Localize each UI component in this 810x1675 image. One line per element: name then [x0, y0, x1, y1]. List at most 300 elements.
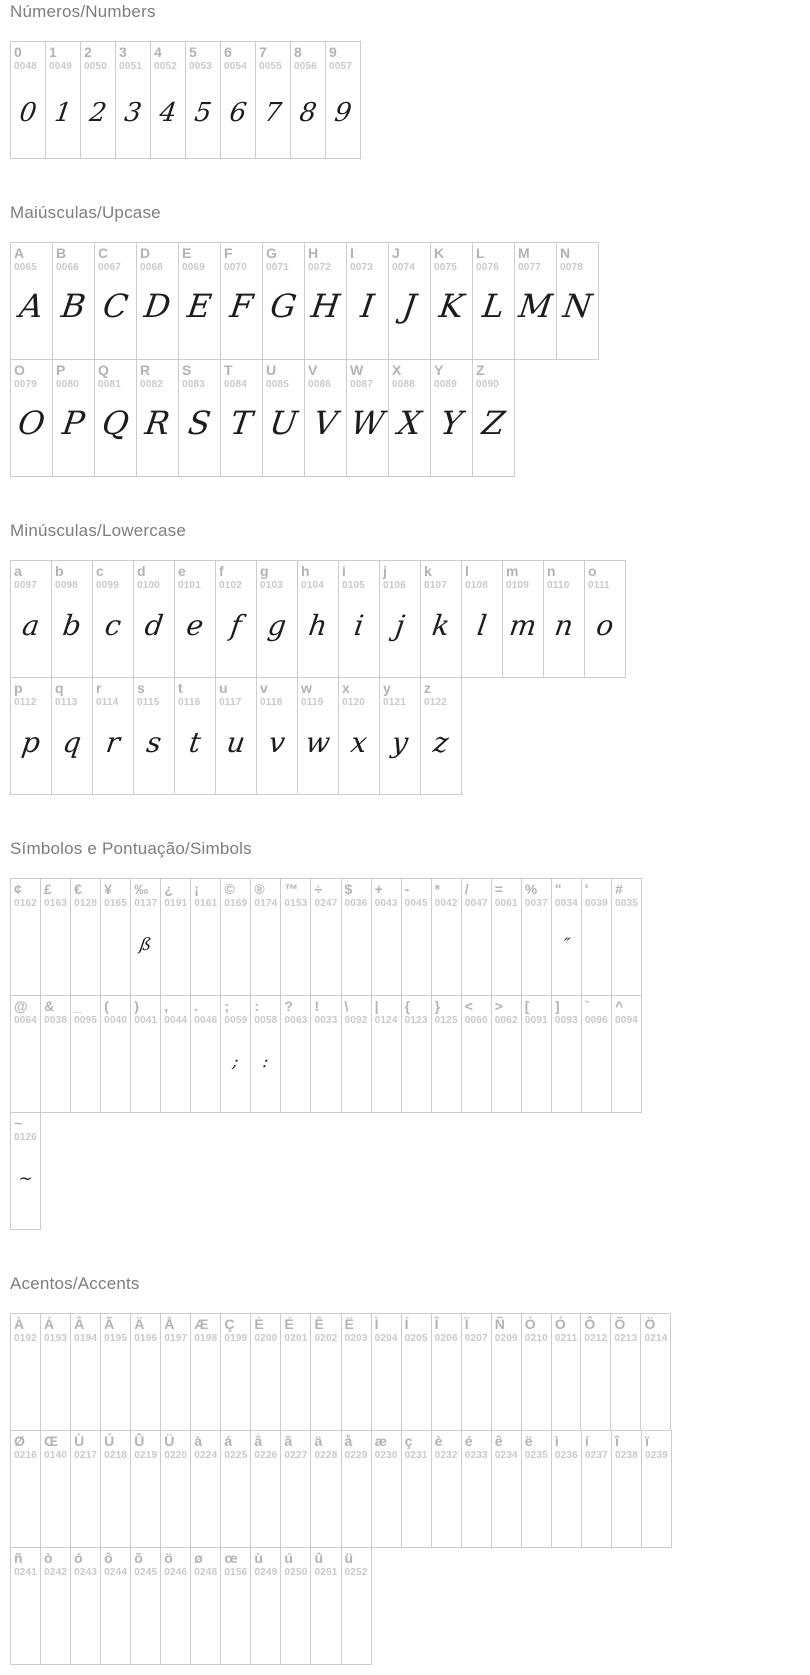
glyph-cell-0214 — [640, 1313, 671, 1431]
char-code: 0194 — [74, 1333, 98, 1344]
char-code: 0083 — [182, 379, 206, 390]
section-numbers — [10, 2, 810, 159]
glyph-row-accents-1 — [10, 1313, 810, 1431]
glyph-cell-0123 — [401, 995, 432, 1113]
glyph-cell-0035 — [611, 878, 642, 996]
char-glyph: E — [185, 287, 214, 325]
char-label: x — [342, 680, 350, 696]
char-code: 0101 — [178, 580, 202, 591]
char-label: K — [434, 245, 445, 261]
char-glyph: V — [311, 404, 340, 442]
char-code: 0087 — [350, 379, 374, 390]
char-label: " — [554, 881, 562, 897]
glyph-cell-0252 — [341, 1547, 372, 1665]
glyph-cell-0230 — [371, 1430, 402, 1548]
glyph-cell-0233 — [461, 1430, 492, 1548]
glyph-cell-0070 — [220, 242, 263, 360]
glyph-cell-0244 — [100, 1547, 131, 1665]
glyph-cell-0204 — [371, 1313, 402, 1431]
glyph-cell-0210 — [521, 1313, 552, 1431]
glyph-cell-0231 — [401, 1430, 432, 1548]
char-glyph: : — [261, 1052, 271, 1072]
char-label: Â — [74, 1316, 85, 1332]
glyph-cell-0036 — [341, 878, 372, 996]
char-code: 0037 — [524, 898, 548, 909]
glyph-cell-0249 — [250, 1547, 281, 1665]
char-code: 0211 — [554, 1333, 578, 1344]
char-label: Ã — [104, 1316, 115, 1332]
char-code: 0195 — [104, 1333, 128, 1344]
char-code: 0191 — [164, 898, 188, 909]
glyph-cell-0212 — [580, 1313, 611, 1431]
char-glyph: 9 — [332, 98, 354, 128]
glyph-cell-0117 — [215, 677, 257, 795]
glyph-cell-0088 — [388, 359, 431, 477]
char-code: 0224 — [194, 1450, 218, 1461]
glyph-cell-0220 — [160, 1430, 191, 1548]
char-label: I — [350, 245, 354, 261]
glyph-cell-0202 — [310, 1313, 341, 1431]
char-label: à — [194, 1433, 203, 1449]
glyph-row-upper-1 — [10, 242, 810, 360]
char-code: 0206 — [434, 1333, 458, 1344]
glyph-row-symbols-1 — [10, 878, 810, 996]
char-label: Ò — [524, 1316, 536, 1332]
char-code: 0209 — [494, 1333, 518, 1344]
char-code: 0080 — [56, 379, 80, 390]
glyph-cell-0095 — [70, 995, 101, 1113]
char-code: 0078 — [560, 262, 584, 273]
char-code: 0066 — [56, 262, 80, 273]
char-glyph: r — [103, 726, 123, 759]
section-symbols — [10, 839, 810, 1230]
char-code: 0034 — [554, 898, 578, 909]
glyph-cell-0073 — [346, 242, 389, 360]
char-code: 0050 — [84, 61, 108, 72]
char-code: 0100 — [137, 580, 161, 591]
glyph-cell-0048 — [10, 41, 46, 159]
char-code: 0228 — [314, 1450, 338, 1461]
char-label: d — [137, 563, 146, 579]
char-label: G — [266, 245, 277, 261]
char-code: 0096 — [584, 1015, 608, 1026]
char-code: 0243 — [74, 1567, 98, 1578]
char-label: < — [464, 998, 473, 1014]
char-label: Ë — [344, 1316, 354, 1332]
glyph-cell-0219 — [130, 1430, 161, 1548]
glyph-cell-0051 — [115, 41, 151, 159]
char-label: F — [224, 245, 233, 261]
char-code: 0049 — [49, 61, 73, 72]
char-code: 0044 — [164, 1015, 188, 1026]
char-glyph: d — [142, 609, 166, 642]
glyph-cell-0153 — [280, 878, 311, 996]
char-code: 0122 — [424, 697, 448, 708]
glyph-cell-0198 — [190, 1313, 221, 1431]
char-code: 0214 — [644, 1333, 668, 1344]
char-code: 0095 — [74, 1015, 98, 1026]
char-glyph: z — [431, 726, 451, 759]
char-code: 0054 — [224, 61, 248, 72]
char-glyph: S — [185, 404, 214, 442]
glyph-cell-0084 — [220, 359, 263, 477]
char-label: Œ — [44, 1433, 59, 1449]
char-code: 0210 — [524, 1333, 548, 1344]
char-glyph: o — [594, 609, 616, 642]
char-code: 0059 — [224, 1015, 248, 1026]
char-label: À — [14, 1316, 25, 1332]
glyph-cell-0091 — [521, 995, 552, 1113]
char-code: 0090 — [476, 379, 500, 390]
char-label: Ç — [224, 1316, 235, 1332]
char-code: 0250 — [284, 1567, 308, 1578]
glyph-cell-0106 — [379, 560, 421, 678]
char-glyph: B — [59, 287, 88, 325]
char-code: 0105 — [342, 580, 366, 591]
glyph-row-symbols-2 — [10, 995, 810, 1113]
char-code: 0204 — [374, 1333, 398, 1344]
glyph-cell-0163 — [40, 878, 71, 996]
char-label: . — [194, 998, 199, 1014]
char-glyph: e — [184, 609, 206, 642]
char-code: 0085 — [266, 379, 290, 390]
glyph-cell-0193 — [40, 1313, 71, 1431]
glyph-cell-0236 — [551, 1430, 582, 1548]
char-code: 0073 — [350, 262, 374, 273]
char-code: 0084 — [224, 379, 248, 390]
char-label: D — [140, 245, 151, 261]
char-label: H — [308, 245, 319, 261]
glyph-cell-0161 — [190, 878, 221, 996]
glyph-cell-0071 — [262, 242, 305, 360]
char-code: 0251 — [314, 1567, 338, 1578]
char-code: 0202 — [314, 1333, 338, 1344]
char-code: 0241 — [14, 1567, 38, 1578]
char-label: 5 — [189, 44, 197, 60]
char-label: 2 — [84, 44, 92, 60]
char-label: 4 — [154, 44, 162, 60]
char-code: 0239 — [644, 1450, 669, 1461]
char-label: œ — [224, 1550, 238, 1566]
glyph-cell-0077 — [514, 242, 557, 360]
char-code: 0043 — [374, 898, 398, 909]
glyph-cell-0128 — [70, 878, 101, 996]
char-code: 0055 — [259, 61, 283, 72]
glyph-cell-0115 — [133, 677, 175, 795]
char-label: Ö — [644, 1316, 656, 1332]
char-label: E — [182, 245, 192, 261]
char-code: 0098 — [55, 580, 79, 591]
char-label: = — [494, 881, 503, 897]
glyph-cell-0195 — [100, 1313, 131, 1431]
char-code: 0074 — [392, 262, 416, 273]
char-glyph: P — [60, 404, 87, 442]
char-label: ó — [74, 1550, 83, 1566]
char-label: o — [588, 563, 597, 579]
glyph-cell-0108 — [461, 560, 503, 678]
char-label: Û — [134, 1433, 145, 1449]
char-code: 0051 — [119, 61, 143, 72]
char-code: 0226 — [254, 1450, 278, 1461]
char-code: 0126 — [14, 1132, 38, 1143]
char-code: 0041 — [134, 1015, 158, 1026]
char-label: Á — [44, 1316, 55, 1332]
char-label: ü — [344, 1550, 354, 1566]
char-glyph: k — [430, 609, 452, 642]
char-code: 0069 — [182, 262, 206, 273]
glyph-cell-0191 — [160, 878, 191, 996]
char-code: 0231 — [404, 1450, 428, 1461]
char-code: 0061 — [494, 898, 518, 909]
glyph-cell-0066 — [52, 242, 95, 360]
char-code: 0216 — [14, 1450, 38, 1461]
char-glyph: 5 — [192, 98, 214, 128]
char-code: 0067 — [98, 262, 122, 273]
char-label: £ — [44, 881, 52, 897]
char-code: 0212 — [584, 1333, 608, 1344]
char-glyph: J — [400, 287, 419, 325]
char-glyph: ″ — [561, 935, 571, 955]
char-code: 0091 — [524, 1015, 548, 1026]
char-label: T — [224, 362, 233, 378]
glyph-cell-0245 — [130, 1547, 161, 1665]
glyph-cell-0047 — [461, 878, 492, 996]
char-label: ì — [554, 1433, 559, 1449]
glyph-cell-0055 — [255, 41, 291, 159]
char-glyph: u — [224, 726, 248, 759]
char-label: # — [614, 881, 623, 897]
glyph-cell-0120 — [338, 677, 380, 795]
char-label: Ñ — [494, 1316, 505, 1332]
char-code: 0218 — [104, 1450, 128, 1461]
char-label: ù — [254, 1550, 263, 1566]
section-lower — [10, 521, 810, 795]
char-label: z — [424, 680, 431, 696]
char-label: ( — [104, 998, 109, 1014]
glyph-cell-0116 — [174, 677, 216, 795]
char-label: 3 — [119, 44, 127, 60]
char-label: ¥ — [104, 881, 112, 897]
char-glyph: i — [352, 609, 366, 642]
char-glyph: c — [102, 609, 124, 642]
section-title-accents: Acentos/Accents — [10, 1274, 140, 1293]
char-code: 0220 — [164, 1450, 188, 1461]
char-label: î — [614, 1433, 619, 1449]
char-glyph: N — [560, 287, 595, 325]
glyph-cell-0037 — [521, 878, 552, 996]
char-code: 0238 — [614, 1450, 638, 1461]
char-code: 0249 — [254, 1567, 278, 1578]
char-glyph: F — [227, 287, 256, 325]
char-label: C — [98, 245, 109, 261]
glyph-cell-0119 — [297, 677, 339, 795]
char-code: 0197 — [164, 1333, 188, 1344]
char-code: 0125 — [434, 1015, 458, 1026]
char-label: w — [301, 680, 312, 696]
char-code: 0252 — [344, 1567, 368, 1578]
char-glyph: G — [268, 287, 299, 325]
char-label: , — [164, 998, 169, 1014]
char-label: _ — [74, 998, 82, 1014]
glyph-cell-0235 — [521, 1430, 552, 1548]
char-code: 0123 — [404, 1015, 428, 1026]
char-label: S — [182, 362, 192, 378]
char-code: 0199 — [224, 1333, 248, 1344]
char-label: m — [506, 563, 519, 579]
char-label: g — [260, 563, 269, 579]
glyph-cell-0137 — [130, 878, 161, 996]
glyph-cell-0060 — [461, 995, 492, 1113]
char-label: y — [383, 680, 391, 696]
char-label: : — [254, 998, 260, 1014]
char-glyph: M — [516, 287, 555, 325]
char-code: 0153 — [284, 898, 308, 909]
glyph-cell-0061 — [491, 878, 522, 996]
char-glyph: U — [267, 404, 300, 442]
glyph-cell-0033 — [310, 995, 341, 1113]
char-label: Õ — [614, 1316, 626, 1332]
char-code: 0162 — [14, 898, 38, 909]
glyph-cell-0213 — [610, 1313, 641, 1431]
char-glyph: 2 — [87, 98, 109, 128]
glyph-cell-0224 — [190, 1430, 221, 1548]
char-code: 0065 — [14, 262, 38, 273]
glyph-cell-0094 — [611, 995, 642, 1113]
char-code: 0089 — [434, 379, 458, 390]
glyph-cell-0206 — [431, 1313, 462, 1431]
char-label: c — [96, 563, 104, 579]
char-label: a — [14, 563, 22, 579]
char-code: 0053 — [189, 61, 213, 72]
char-label: i — [342, 563, 346, 579]
char-label: È — [254, 1316, 264, 1332]
char-label: Ó — [554, 1316, 566, 1332]
glyph-cell-0216 — [10, 1430, 41, 1548]
char-label: ' — [584, 881, 589, 897]
char-glyph: s — [144, 726, 164, 759]
char-glyph: x — [348, 726, 370, 759]
char-code: 0225 — [224, 1450, 248, 1461]
glyph-cell-0098 — [51, 560, 93, 678]
section-title-symbols: Símbolos e Pontuação/Simbols — [10, 839, 252, 858]
char-label: ò — [44, 1550, 53, 1566]
char-label: 1 — [49, 44, 57, 60]
char-label: ! — [314, 998, 320, 1014]
char-label: ^ — [614, 998, 624, 1014]
char-code: 0118 — [260, 697, 283, 708]
glyph-cell-0203 — [341, 1313, 372, 1431]
char-label: è — [434, 1433, 443, 1449]
char-code: 0058 — [254, 1015, 278, 1026]
char-label: Í — [404, 1316, 409, 1332]
char-label: é — [464, 1433, 473, 1449]
char-label: Ú — [104, 1433, 115, 1449]
glyph-cell-0162 — [10, 878, 41, 996]
char-glyph: A — [17, 287, 46, 325]
glyph-cell-0174 — [250, 878, 281, 996]
glyph-cell-0227 — [280, 1430, 311, 1548]
char-glyph: f — [228, 609, 244, 642]
char-code: 0092 — [344, 1015, 368, 1026]
char-glyph: v — [266, 726, 288, 759]
glyph-cell-0082 — [136, 359, 179, 477]
char-label: | — [374, 998, 379, 1014]
glyph-cell-0248 — [190, 1547, 221, 1665]
char-code: 0077 — [518, 262, 542, 273]
char-code: 0113 — [55, 697, 78, 708]
char-code: 0094 — [614, 1015, 638, 1026]
char-glyph: y — [389, 726, 411, 759]
glyph-cell-0087 — [346, 359, 389, 477]
glyph-cell-0140 — [40, 1430, 71, 1548]
char-label: q — [55, 680, 64, 696]
glyph-row-lower-2 — [10, 677, 810, 795]
char-label: û — [314, 1550, 324, 1566]
glyph-cell-0052 — [150, 41, 186, 159]
char-code: 0163 — [44, 898, 68, 909]
char-glyph: ß — [138, 935, 153, 955]
glyph-cell-0072 — [304, 242, 347, 360]
char-label: 8 — [294, 44, 302, 60]
glyph-cell-0058 — [250, 995, 281, 1113]
glyph-cell-0209 — [491, 1313, 522, 1431]
glyph-cell-0093 — [551, 995, 582, 1113]
glyph-cell-0105 — [338, 560, 380, 678]
char-glyph: a — [20, 609, 42, 642]
char-label: P — [56, 362, 66, 378]
char-label: W — [350, 362, 364, 378]
glyph-cell-0076 — [472, 242, 515, 360]
char-glyph: 7 — [262, 98, 284, 128]
section-upper — [10, 203, 810, 477]
char-code: 0075 — [434, 262, 458, 273]
char-label: p — [14, 680, 23, 696]
char-label: ; — [224, 998, 229, 1014]
char-code: 0200 — [254, 1333, 278, 1344]
char-label: * — [434, 881, 441, 897]
char-code: 0161 — [194, 898, 218, 909]
glyph-cell-0124 — [371, 995, 402, 1113]
char-code: 0033 — [314, 1015, 338, 1026]
char-label: Æ — [194, 1316, 209, 1332]
char-label: Q — [98, 362, 109, 378]
char-label: L — [476, 245, 485, 261]
glyph-cell-0040 — [100, 995, 131, 1113]
char-code: 0072 — [308, 262, 332, 273]
char-code: 0039 — [584, 898, 608, 909]
char-glyph: R — [142, 404, 173, 442]
char-label: R — [140, 362, 151, 378]
char-code: 0110 — [547, 580, 570, 591]
char-label: h — [301, 563, 310, 579]
glyph-cell-0054 — [220, 41, 256, 159]
glyph-cell-0126 — [10, 1112, 41, 1230]
glyph-cell-0169 — [220, 878, 251, 996]
glyph-cell-0113 — [51, 677, 93, 795]
glyph-cell-0074 — [388, 242, 431, 360]
glyph-cell-0059 — [220, 995, 251, 1113]
glyph-row-accents-2 — [10, 1430, 810, 1548]
glyph-cell-0065 — [10, 242, 53, 360]
char-glyph: X — [395, 404, 424, 442]
glyph-cell-0068 — [136, 242, 179, 360]
char-glyph: K — [436, 287, 467, 325]
glyph-cell-0228 — [310, 1430, 341, 1548]
glyph-cell-0101 — [174, 560, 216, 678]
glyph-cell-0067 — [94, 242, 137, 360]
char-label: / — [464, 881, 469, 897]
char-code: 0109 — [506, 580, 530, 591]
